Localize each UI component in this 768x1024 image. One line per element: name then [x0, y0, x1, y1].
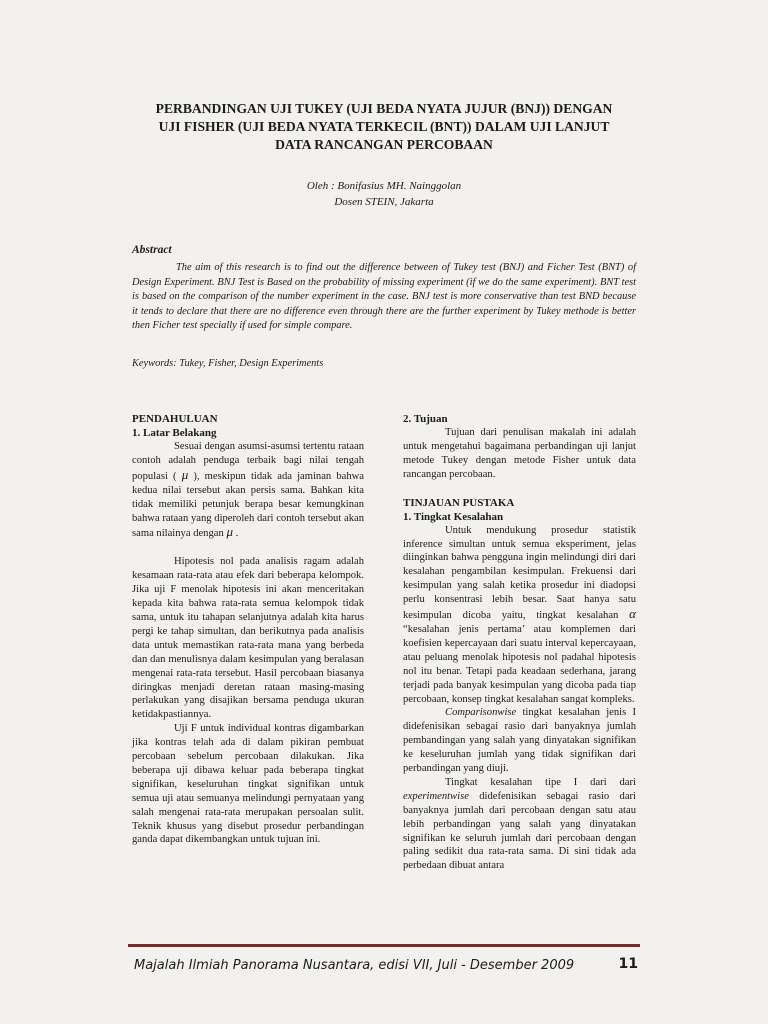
paragraph [403, 706, 636, 776]
title-line: PERBANDINGAN UJI TUKEY (UJI BEDA NYATA JUJUR (BNJ)) DENGAN [155, 101, 613, 116]
paragraph [403, 524, 636, 707]
journal-name: Majalah Ilmiah Panorama Nusantara, edisi VII, Juli - Desember 2009 [134, 958, 575, 973]
paragraph: Tujuan dari penulisan makalah ini adalah untuk mengetahui bagaimana perbandingan uji lanjut metode Tukey dengan metode Fisher untuk data rancangan percobaan. [403, 427, 636, 480]
paper-title [120, 100, 648, 154]
author-affiliation: Dosen STEIN, Jakarta [334, 196, 434, 208]
mu-symbol: μ [181, 466, 189, 482]
paragraph [403, 776, 636, 873]
paragraph: Uji F untuk individual kontras digambarkan jika kontras telah ada di dalam pikiran pembuat percobaan sebelum percobaan dilakukan. Jika beberapa uji dibawa keluar pada beberapa tingkat signifikan, keseluruhan tingkat signifikan untuk semua uji atau semuanya melindungi pernyataan yang salah mengenai rata-rata merupakan persoalan sulit. Teknik khusus yang disebut prosedur perbandingan ganda dapat dikembangkan untuk tujuan ini. [132, 723, 364, 846]
abstract-heading: Abstract [132, 244, 172, 256]
author-name: Oleh : Bonifasius MH. Nainggolan [306, 180, 462, 192]
paragraph-text: Tingkat kesalahan tipe I dari dari [445, 776, 636, 788]
page-footer [134, 956, 638, 980]
paragraph-text: Sesuai dengan asumsi-asumsi tertentu rataan contoh adalah penduga terbaik bagi nilai tengah populasi ( [132, 441, 364, 482]
section-heading: PENDAHULUAN [132, 413, 218, 425]
paragraph-text: “kesalahan jenis pertama’ atau komplemen dari koefisien kepercayaan dari suatu interval kepercayaan, atau peluang menolak hipotesis nol padahal hipotesis nol itu benar. Tetapi pada keadaan sederhana, jarang terjadi pada banyak kesimpulan yang dicoba pada tiap percobaan, konsep tingkat kesalahan sangat kompleks. [403, 623, 636, 705]
footer-rule [128, 944, 640, 947]
paragraph-text: Untuk mendukung prosedur statistik inference simultan untuk semua eksperiment, jelas diinginkan bahwa pengguna ingin melindungi diri dari kesalahan pengambilan kesimpulan. Frekuensi dari kesimpulan yang salah ketika prosedur ini diadopsi perlu konsentrasi lebih besar. Saat hanya satu kesimpulan dicoba yaitu, tingkat kesalahan [403, 524, 636, 622]
page-number: 11 [618, 956, 638, 972]
paragraph-gap [132, 541, 364, 555]
term: Comparisonwise [445, 707, 517, 719]
abstract-body: The aim of this research is to find out the difference between of Tukey test (BNJ) and Ficher Test (BNT) of Design Experiment. BNJ Test is Based on the probability of missing experiment (if we do the same experiment). BNT test is based on the comparison of the number experiment in the case. BNJ test is more conservative than test BND because it tends to declare that there are no difference even through there are the further experiment by Tukey methode is better then Ficher test specially if used for simple compare. [132, 262, 636, 332]
term: experimentwise [403, 790, 469, 802]
author-block [184, 178, 584, 210]
paragraph-text: didefenisikan sebagai rasio dari banyaknya jumlah dari percobaan dengan satu atau lebih perbandingan yang salah yang dinyatakan signifikan ke seluruh jumlah dari percobaan dengan paling sedikit dua rata-rata sama. Di sini tidak ada perbedaan dibuat antara [403, 790, 636, 872]
subsection-heading: 2. Tujuan [403, 413, 448, 425]
section-heading: TINJAUAN PUSTAKA [403, 496, 515, 509]
title-line: UJI FISHER (UJI BEDA NYATA TERKECIL (BNT)) DALAM UJI LANJUT [158, 119, 610, 134]
subsection-heading: 1. Tingkat Kesalahan [403, 510, 504, 523]
keywords: Keywords: Tukey, Fisher, Design Experiments [132, 358, 324, 369]
paragraph: Hipotesis nol pada analisis ragam adalah kesamaan rata-rata atau efek dari beberapa kelompok. Jika uji F menolak hipotesis ini akan menceritakan kepada kita bahwa rata-rata semua kelompok tidak sama, untuk itu tahapan selanjutnya adalah kita harus pergi ke tahap simultan, dan berikutnya pada analisis data untuk memastikan rata-rata mana yang berbeda dan dan menulisnya dalam kesimpulan yang beralasan mengenai rata-rata tersebut. Hasil percobaan biasanya diringkas menjadi deretan rataan masing-masing perlakukan yang disajikan bersama penduga ukuran ketidakpastiannya. [132, 556, 364, 721]
alpha-symbol: α [629, 606, 636, 622]
paragraph-text: . [235, 528, 239, 540]
paragraph [132, 440, 364, 541]
title-line: DATA RANCANGAN PERCOBAAN [275, 137, 493, 152]
paragraph-gap [403, 482, 636, 496]
mu-symbol: μ [226, 524, 233, 540]
subsection-heading: 1. Latar Belakang [132, 427, 217, 439]
right-column [403, 412, 636, 873]
paragraph-text: ), meskipun tidak ada jaminan bahwa kedua nilai tersebut akan persis sama. Bahkan kita tidak memiliki petunjuk berapa besar kemungkinan bahwa rataan yang diperoleh dari contoh tersebut akan sama nilainya dengan [132, 470, 364, 540]
left-column [132, 412, 364, 847]
paragraph-text: tingkat kesalahan jenis I didefenisikan sebagai rasio dari banyaknya jumlah pembandingan yang salah yang dinyatakan signifikan ke keseluruhan jumlah yang tidak signifikan dari perbandingan yang diuji. [403, 707, 636, 775]
